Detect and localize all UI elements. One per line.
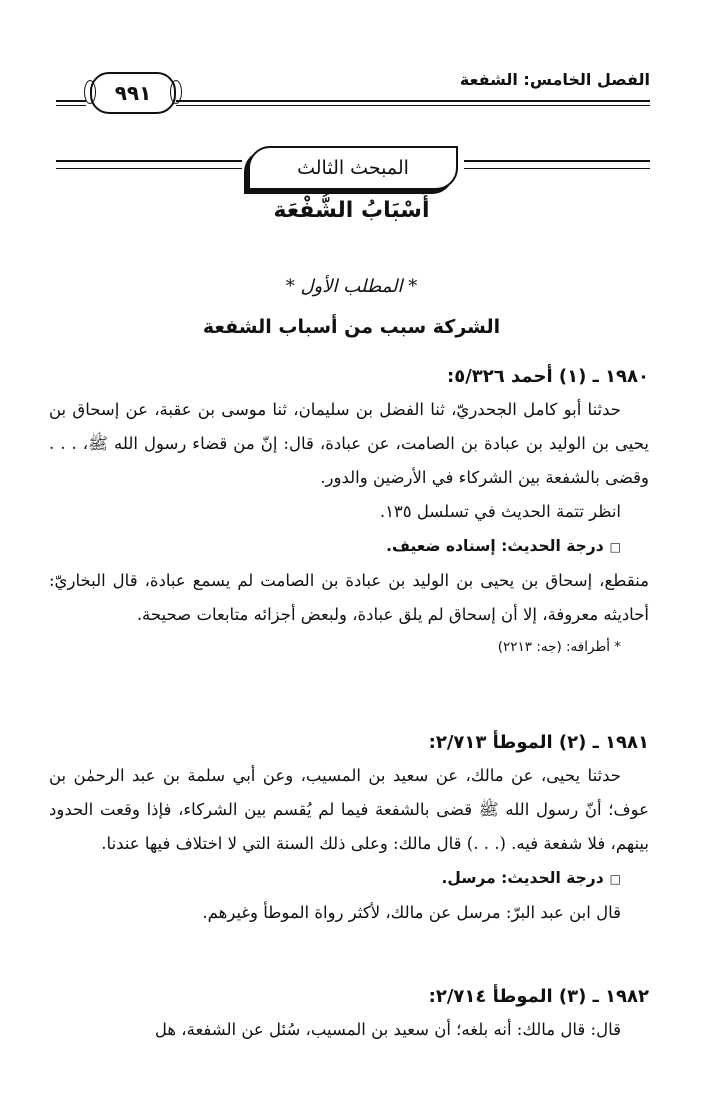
page-number-badge — [90, 72, 176, 114]
hadith-grade — [49, 529, 649, 564]
running-header — [56, 66, 650, 112]
hadith-atraf: * أطرافه: (جه: ٢٢١٣) — [497, 639, 621, 655]
chapter-title: الفصل الخامس: الشفعة — [459, 70, 650, 89]
hadith-heading: ١٩٨٢ ـ (٣) الموطأ ٢/٧١٤: — [428, 986, 649, 1007]
hadith-note: انظر تتمة الحديث في تسلسل ١٣٥. — [379, 502, 621, 521]
hadith-text: حدثنا أبو كامل الجحدريّ، ثنا الفضل بن سليمان، ثنا موسى بن عقبة، عن إسحاق بن يحيى بن الوليد بن عبادة بن الصامت، عن عبادة، قال: إنّ من قضاء رسول الله ﷺ، . . . وقضى بالشفعة بين الشركاء في الأرضين والدور. — [49, 400, 649, 487]
hadith-entry — [49, 366, 649, 662]
page-title: أَسْبَابُ الشُّفْعَة — [273, 198, 430, 223]
grade-text: درجة الحديث: مرسل. — [441, 869, 604, 887]
header-rule — [176, 100, 650, 106]
hadith-entry — [49, 732, 649, 930]
banner-rule-left — [56, 160, 242, 169]
hadith-grade — [49, 861, 649, 896]
hadith-entry — [49, 986, 649, 1047]
grade-text: درجة الحديث: إسناده ضعيف. — [386, 537, 604, 555]
header-rule-left — [56, 100, 86, 106]
subsection-title: الشركة سبب من أسباب الشفعة — [202, 316, 501, 338]
hadith-commentary: قال ابن عبد البرّ: مرسل عن مالك، لأكثر رواة الموطأ وغيرهم. — [202, 903, 621, 922]
banner-frame — [248, 146, 458, 190]
hadith-text: قال: قال مالك: أنه بلغه؛ أن سعيد بن المسيب، سُئل عن الشفعة، هل — [154, 1020, 621, 1039]
page-number: ٩٩١ — [114, 81, 152, 105]
hadith-heading: ١٩٨١ ـ (٢) الموطأ ٢/٧١٣: — [428, 732, 649, 753]
section-heading: المبحث الثالث — [297, 157, 409, 179]
square-bullet-icon: □ — [609, 872, 621, 886]
hadith-text: حدثنا يحيى، عن مالك، عن سعيد بن المسيب، وعن أبي سلمة بن عبد الرحمٰن بن عوف؛ أنّ رسول الله ﷺ قضى بالشفعة فيما لم يُقسم بين الشركاء، فإذا وقعت الحدود بينهم، فلا شفعة فيه. (. . .) قال مالك: وعلى ذلك السنة التي لا اختلاف فيها عندنا. — [49, 766, 649, 853]
banner-rule-right — [464, 160, 650, 169]
hadith-commentary: منقطع، إسحاق بن يحيى بن الوليد بن عبادة بن الصامت لم يسمع عبادة، قال البخاريّ: أحاديثه معروفة، إلا أن إسحاق لم يلق عبادة، ولبعض أجزائه متابعات صحيحة. — [49, 571, 649, 624]
square-bullet-icon: □ — [609, 540, 621, 554]
section-banner — [56, 146, 650, 192]
subsection-label: * المطلب الأول * — [285, 276, 418, 297]
hadith-heading: ١٩٨٠ ـ (١) أحمد ٥/٣٢٦: — [447, 366, 649, 387]
